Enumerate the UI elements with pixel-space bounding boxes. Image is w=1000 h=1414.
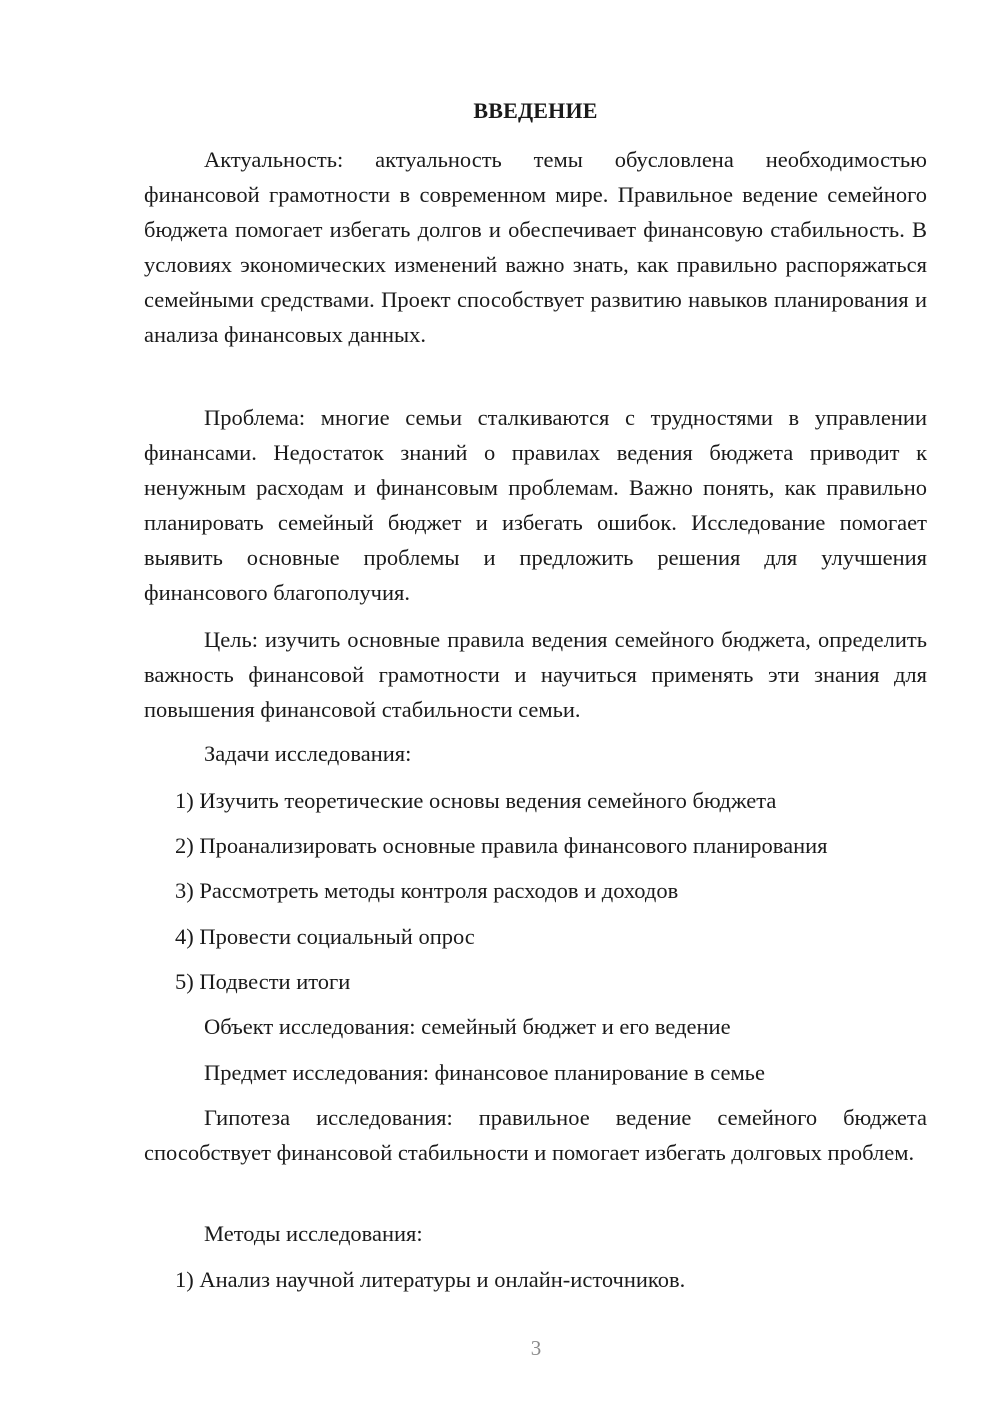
tasks-heading: Задачи исследования: xyxy=(204,741,412,766)
hypothesis-paragraph: Гипотеза исследования: правильное ведение семейного бюджета способствует финансовой стабильности и помогает избегать долговых проблем. xyxy=(144,1105,927,1165)
task-item-3: 3) Рассмотреть методы контроля расходов и доходов xyxy=(175,878,679,903)
object-paragraph: Объект исследования: семейный бюджет и его ведение xyxy=(204,1014,731,1039)
method-item-1: 1) Анализ научной литературы и онлайн-источников. xyxy=(175,1267,686,1292)
task-item-5: 5) Подвести итоги xyxy=(175,969,351,994)
methods-heading: Методы исследования: xyxy=(204,1221,423,1246)
task-item-4: 4) Провести социальный опрос xyxy=(175,924,475,949)
task-item-1: 1) Изучить теоретические основы ведения семейного бюджета xyxy=(175,788,777,813)
goal-paragraph: Цель: изучить основные правила ведения семейного бюджета, определить важность финансовой грамотности и научиться применять эти знания для повышения финансовой стабильности семьи. xyxy=(144,627,927,722)
problem-paragraph: Проблема: многие семьи сталкиваются с трудностями в управлении финансами. Недостаток знаний о правилах ведения бюджета приводит к ненужным расходам и финансовым проблемам. Важно понять, как правильно планировать семейный бюджет и избегать ошибок. Исследование помогает выявить основные проблемы и предложить решения для улучшения финансового благополучия. xyxy=(144,405,927,605)
page-number: 3 xyxy=(530,1336,542,1360)
page-title: ВВЕДЕНИЕ xyxy=(473,98,598,123)
relevance-paragraph: Актуальность: актуальность темы обусловлена необходимостью финансовой грамотности в современном мире. Правильное ведение семейного бюджета помогает избегать долгов и обеспечивает финансовую стабильность. В условиях экономических изменений важно знать, как правильно распоряжаться семейными средствами. Проект способствует развитию навыков планирования и анализа финансовых данных. xyxy=(144,147,927,347)
subject-paragraph: Предмет исследования: финансовое планирование в семье xyxy=(204,1060,765,1085)
task-item-2: 2) Проанализировать основные правила финансового планирования xyxy=(175,833,828,858)
